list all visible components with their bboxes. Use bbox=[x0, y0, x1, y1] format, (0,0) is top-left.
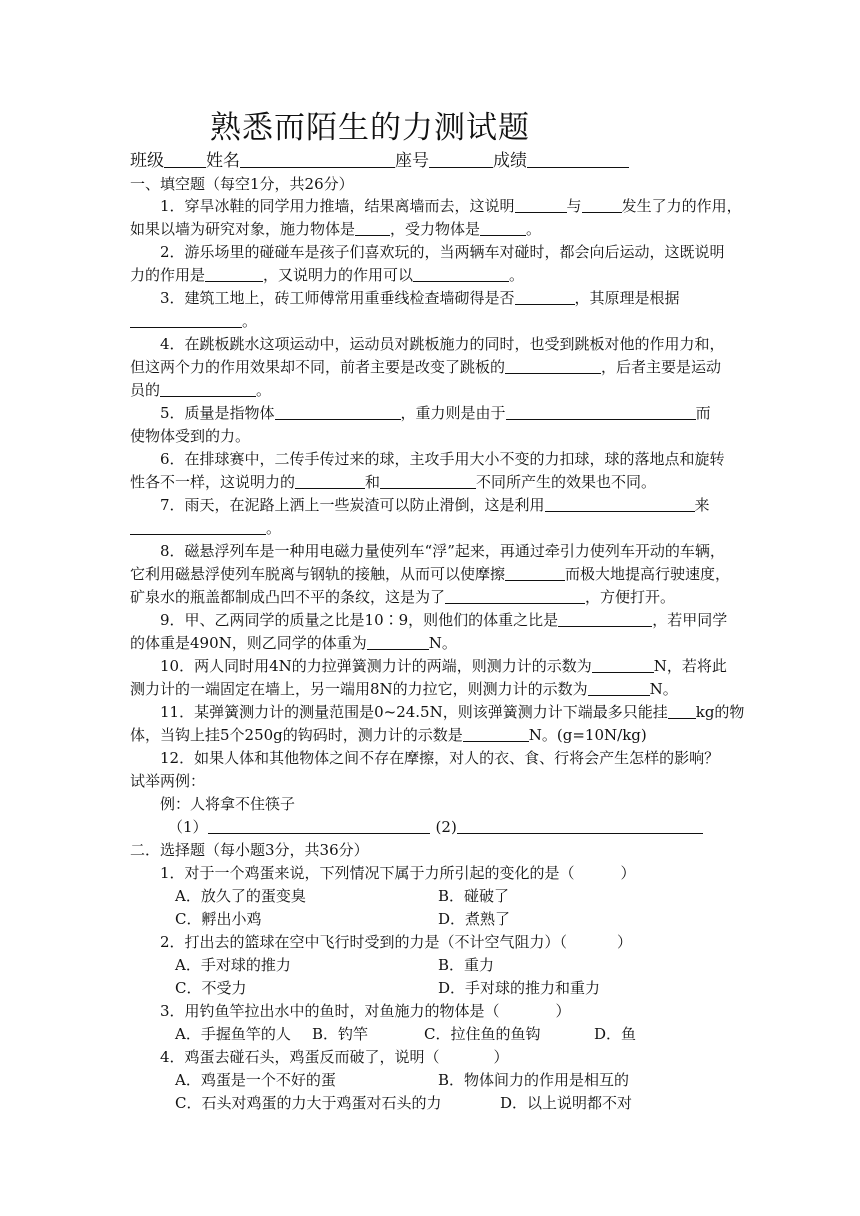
blank[interactable] bbox=[506, 403, 696, 420]
fill-question-12-line-2: 试举两例： bbox=[130, 772, 206, 790]
fill-question-5-line-1: 5．质量是指物体 ，重力则是由于 而 bbox=[160, 404, 711, 422]
fill-question-5-line-2: 使物体受到的力。 bbox=[130, 427, 251, 445]
fill-question-4-line-2: 但这两个力的作用效果却不同，前者主要是改变了跳板的 ，后者主要是运动 bbox=[130, 358, 722, 376]
blank[interactable] bbox=[275, 403, 401, 420]
fill-question-2-line-1: 2．游乐场里的碰碰车是孩子们喜欢玩的，当两辆车对碰时，都会向后运动，这既说明 bbox=[160, 243, 725, 261]
choice-1-option-b: B．碰破了 bbox=[438, 887, 510, 905]
blank[interactable] bbox=[380, 472, 476, 489]
seat-label: 座号 bbox=[395, 151, 429, 171]
blank[interactable] bbox=[355, 219, 390, 236]
fill-question-7-line-2: 。 bbox=[130, 517, 281, 540]
blank[interactable] bbox=[515, 288, 575, 305]
blank[interactable] bbox=[130, 518, 266, 535]
blank[interactable] bbox=[582, 196, 622, 213]
blank[interactable] bbox=[160, 380, 256, 397]
blank[interactable] bbox=[130, 311, 242, 328]
blank[interactable] bbox=[588, 679, 650, 696]
class-label: 班级 bbox=[130, 151, 164, 171]
fill-question-12-example: 例：人将拿不住筷子 bbox=[160, 795, 296, 813]
fill-question-6-line-1: 6．在排球赛中，二传手传过来的球，主攻手用大小不变的力扣球，球的落地点和旋转 bbox=[160, 450, 725, 468]
blank[interactable] bbox=[592, 656, 654, 673]
choice-question-4-stem: 4．鸡蛋去碰石头，鸡蛋反而破了，说明（ ） bbox=[160, 1048, 509, 1066]
score-blank[interactable] bbox=[527, 151, 629, 168]
fill-question-7-line-1: 7．雨天，在泥路上洒上一些炭渣可以防止滑倒，这是利用 来 bbox=[160, 496, 710, 514]
student-info-line bbox=[130, 150, 629, 173]
fill-question-3-line-1: 3．建筑工地上，砖工师傅常用重垂线检查墙砌得是否 ，其原理是根据 bbox=[160, 289, 680, 307]
seat-blank[interactable] bbox=[429, 151, 493, 168]
choice-4-option-d: D．以上说明都不对 bbox=[500, 1094, 633, 1112]
choice-question-3-stem: 3．用钓鱼竿拉出水中的鱼时，对鱼施力的物体是（ ） bbox=[160, 1002, 571, 1020]
blank[interactable] bbox=[445, 587, 585, 604]
choice-3-option-c: C．拉住鱼的鱼钩 bbox=[424, 1025, 541, 1043]
fill-question-2-line-2: 力的作用是 ，又说明力的作用可以 。 bbox=[130, 266, 525, 284]
answer-2-blank[interactable] bbox=[457, 817, 703, 834]
choice-1-option-c: C．孵出小鸡 bbox=[175, 910, 262, 928]
choice-4-option-b: B．物体间力的作用是相互的 bbox=[438, 1071, 630, 1089]
blank[interactable] bbox=[505, 357, 601, 374]
blank[interactable] bbox=[545, 495, 695, 512]
choice-4-option-c: C．石头对鸡蛋的力大于鸡蛋对石头的力 bbox=[175, 1094, 442, 1112]
fill-question-8-line-1: 8．磁悬浮列车是一种用电磁力量使列车“浮”起来，再通过牵引力使列车开动的车辆， bbox=[160, 542, 725, 560]
page-title: 熟悉而陌生的力测试题 bbox=[210, 110, 530, 146]
choice-2-option-b: B．重力 bbox=[438, 956, 495, 974]
fill-question-11-line-1: 11．某弹簧测力计的测量范围是0~24.5N，则该弹簧测力计下端最多只能挂 kg的物 bbox=[160, 703, 745, 721]
score-label: 成绩 bbox=[493, 151, 527, 171]
choice-3-option-d: D．鱼 bbox=[594, 1025, 637, 1043]
name-label: 姓名 bbox=[206, 151, 240, 171]
choice-question-2-stem: 2．打出去的篮球在空中飞行时受到的力是（不计空气阻力）（ ） bbox=[160, 933, 633, 951]
choice-question-1-stem: 1．对于一个鸡蛋来说，下列情况下属于力所引起的变化的是（ ） bbox=[160, 864, 636, 882]
blank[interactable] bbox=[480, 219, 526, 236]
fill-question-1-line-1: 1．穿旱冰鞋的同学用力推墙，结果离墙而去，这说明 与 发生了力的作用， bbox=[160, 197, 742, 215]
choice-4-option-a: A．鸡蛋是一个不好的蛋 bbox=[175, 1071, 336, 1089]
class-blank[interactable] bbox=[164, 151, 206, 168]
blank[interactable] bbox=[515, 196, 567, 213]
fill-question-10-line-1: 10．两人同时用4N的力拉弹簧测力计的两端，则测力计的示数为 N，若将此 bbox=[160, 657, 727, 675]
fill-question-8-line-3: 矿泉水的瓶盖都制成凸凹不平的条纹，这是为了 ，方便打开。 bbox=[130, 588, 676, 606]
fill-question-9-line-2: 的体重是490N，则乙同学的体重为 N。 bbox=[130, 634, 457, 652]
choice-2-option-c: C．不受力 bbox=[175, 979, 247, 997]
fill-question-12-answers: （1） (2) bbox=[168, 816, 703, 839]
name-blank[interactable] bbox=[240, 151, 395, 168]
blank[interactable] bbox=[505, 564, 565, 581]
fill-question-10-line-2: 测力计的一端固定在墙上，另一端用8N的力拉它，则测力计的示数为 N。 bbox=[130, 680, 678, 698]
blank[interactable] bbox=[413, 265, 509, 282]
fill-question-12-line-1: 12．如果人体和其他物体之间不存在摩擦，对人的衣、食、行将会产生怎样的影响？ bbox=[160, 749, 720, 767]
section-2-heading: 二．选择题（每小题3分，共36分） bbox=[130, 841, 369, 859]
fill-question-9-line-1: 9．甲、乙两同学的质量之比是10∶9，则他们的体重之比是 ，若甲同学 bbox=[160, 611, 728, 629]
choice-2-option-a: A．手对球的推力 bbox=[175, 956, 291, 974]
fill-question-6-line-2: 性各不一样，这说明力的 和 不同所产生的效果也不同。 bbox=[130, 473, 657, 491]
blank[interactable] bbox=[205, 265, 263, 282]
blank[interactable] bbox=[668, 702, 696, 719]
blank[interactable] bbox=[558, 610, 652, 627]
blank[interactable] bbox=[463, 725, 529, 742]
blank[interactable] bbox=[367, 633, 429, 650]
fill-question-4-line-1: 4．在跳板跳水这项运动中，运动员对跳板施力的同时，也受到跳板对他的作用力和， bbox=[160, 335, 725, 353]
choice-3-option-b: B．钓竿 bbox=[312, 1025, 369, 1043]
fill-question-1-line-2: 如果以墙为研究对象，施力物体是 ，受力物体是 。 bbox=[130, 220, 542, 238]
blank[interactable] bbox=[295, 472, 365, 489]
fill-question-3-line-2: 。 bbox=[130, 310, 257, 333]
fill-question-8-line-2: 它利用磁悬浮使列车脱离与钢轨的接触，从而可以使摩擦 而极大地提高行驶速度， bbox=[130, 565, 731, 583]
choice-3-option-a: A．手握鱼竿的人 bbox=[175, 1025, 291, 1043]
choice-2-option-d: D．手对球的推力和重力 bbox=[438, 979, 601, 997]
choice-1-option-d: D．煮熟了 bbox=[438, 910, 511, 928]
section-1-heading: 一、填空题（每空1分，共26分） bbox=[130, 175, 354, 193]
choice-1-option-a: A．放久了的蛋变臭 bbox=[175, 887, 306, 905]
fill-question-11-line-2: 体，当钩上挂5个250g的钩码时，测力计的示数是 N。(g=10N/kg) bbox=[130, 726, 647, 744]
fill-question-4-line-3: 员的 。 bbox=[130, 381, 272, 399]
answer-1-blank[interactable] bbox=[208, 817, 430, 834]
